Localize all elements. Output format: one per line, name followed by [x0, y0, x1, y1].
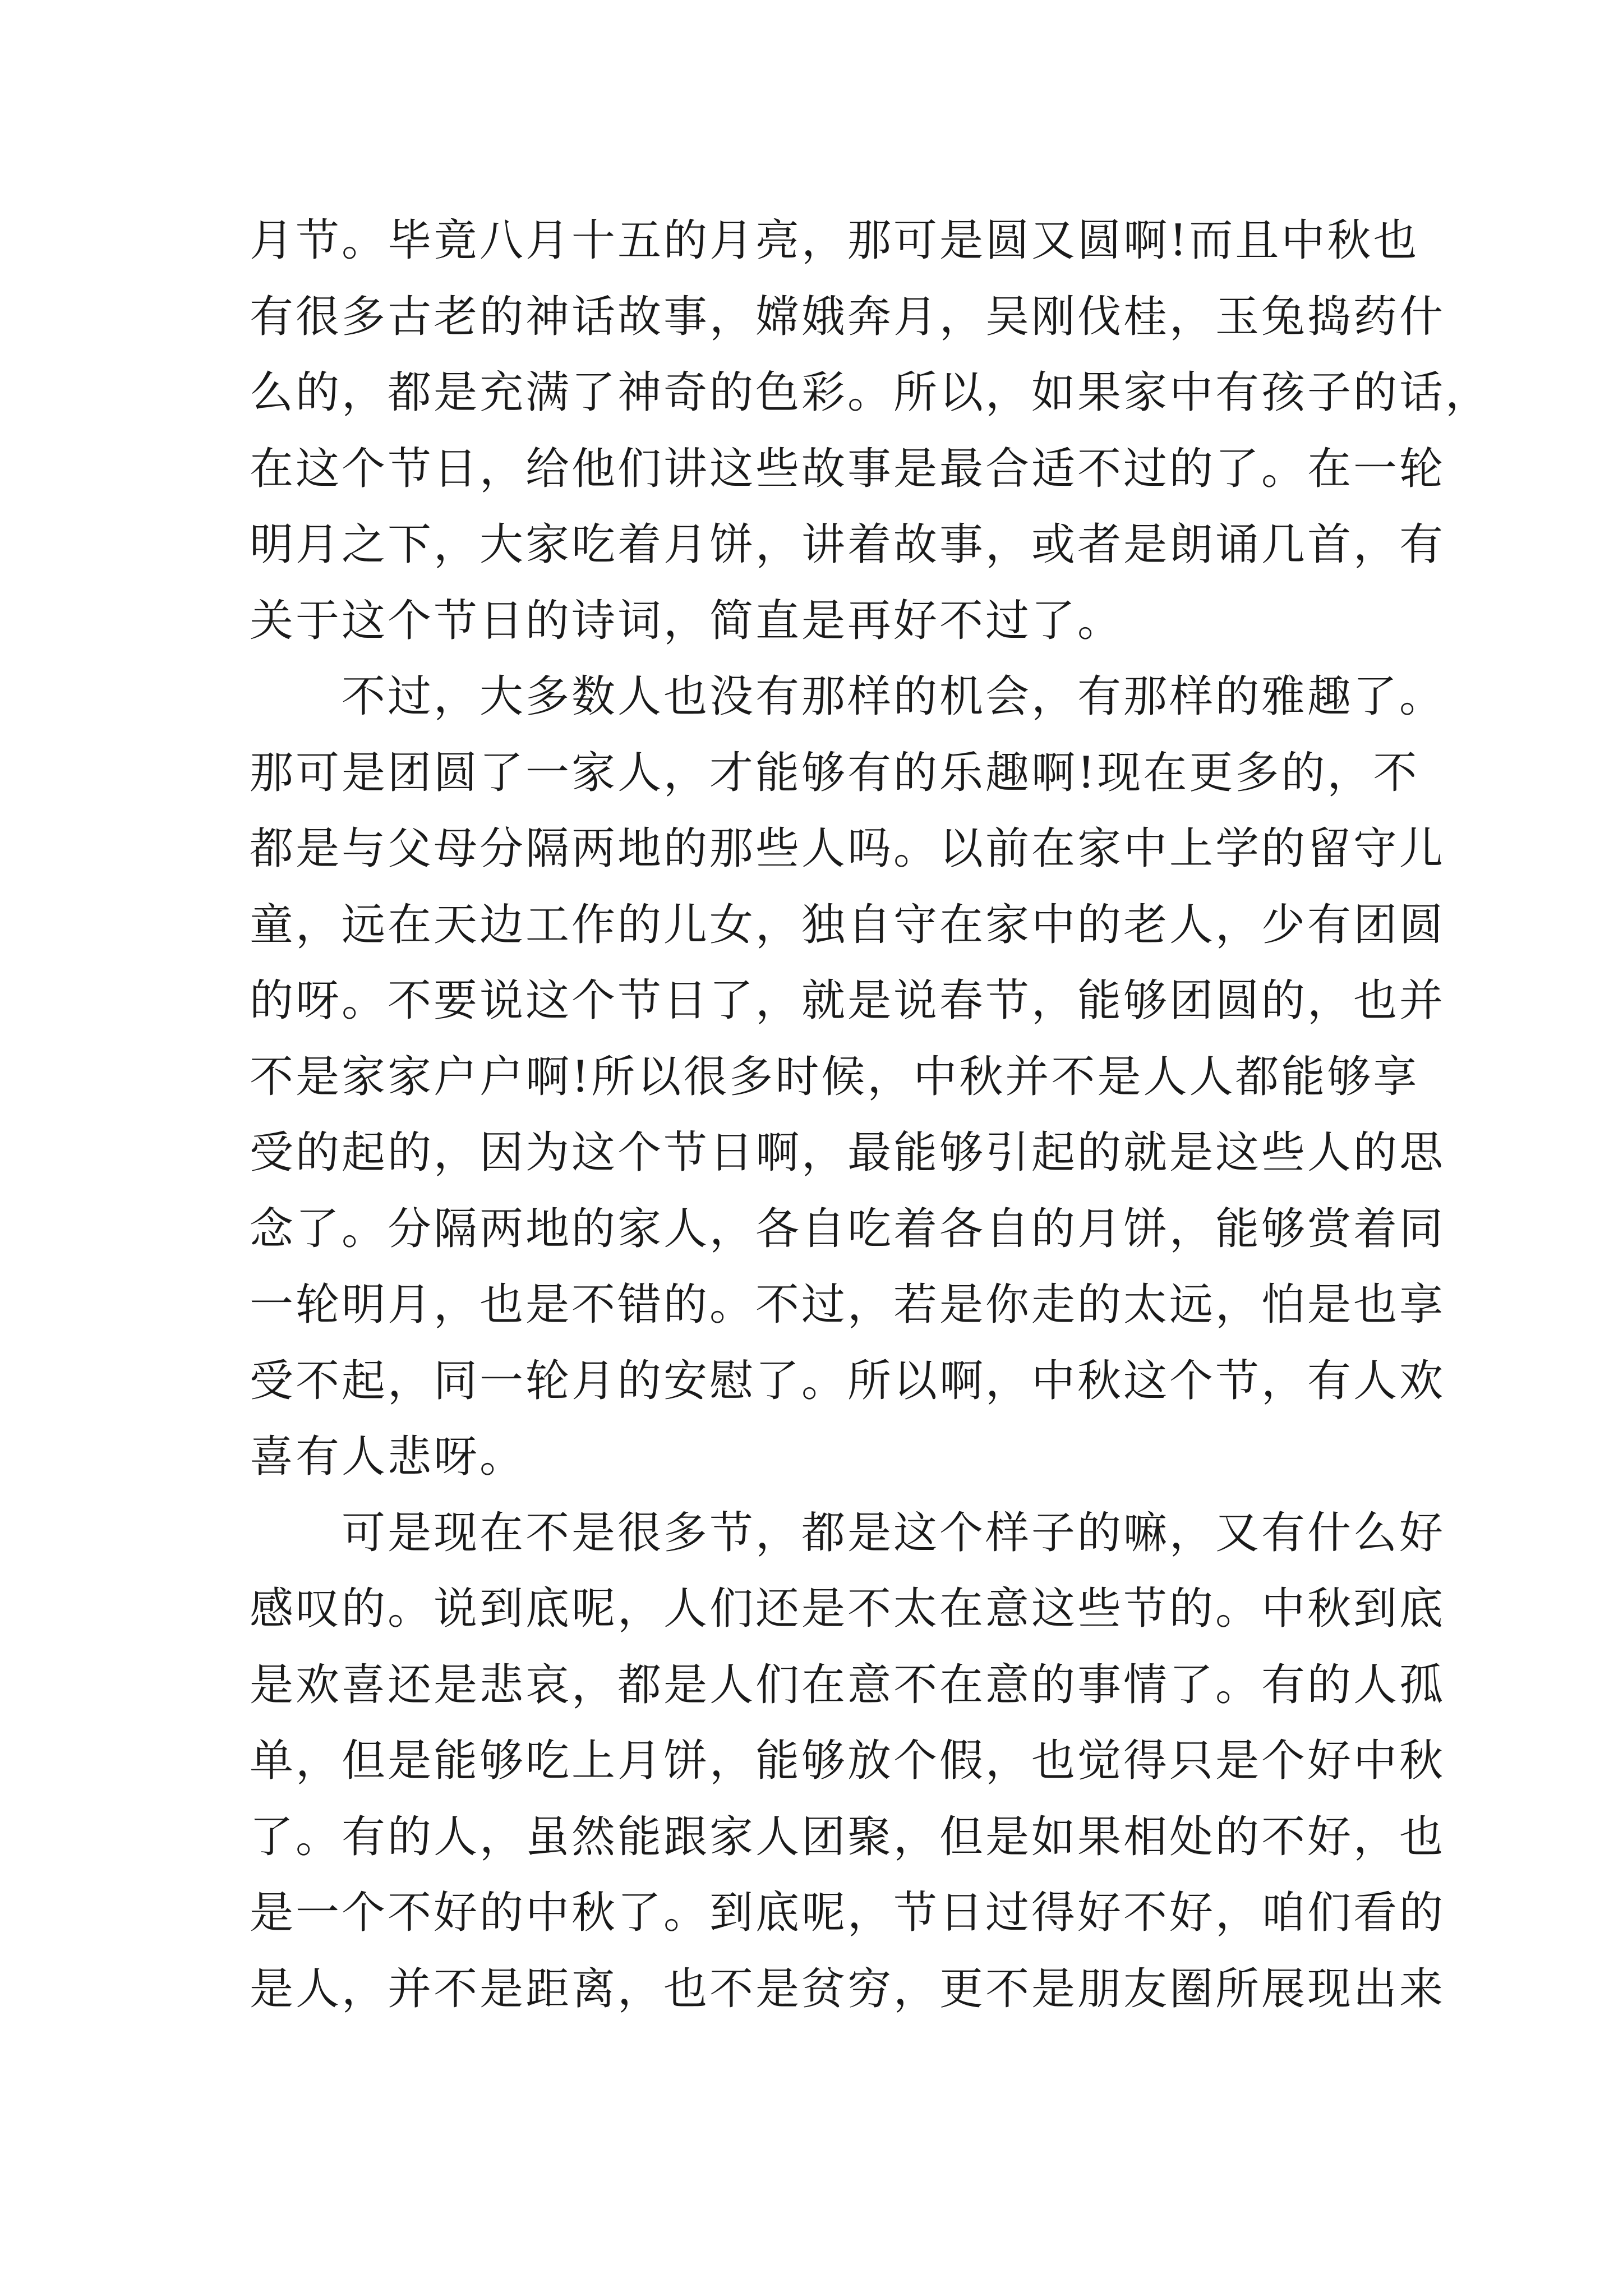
text-line: 有很多古老的神话故事，嫦娥奔月，吴刚伐桂，玉兔捣药什 [250, 291, 1446, 342]
text-line: 关于这个节日的诗词，简直是再好不过了。 [250, 595, 1124, 646]
text-line: 那可是团圆了一家人，才能够有的乐趣啊!现在更多的，不 [250, 747, 1419, 798]
text-line: 喜有人悲呀。 [250, 1432, 526, 1482]
text-line: 是人，并不是距离，也不是贫穷，更不是朋友圈所展现出来 [250, 1963, 1446, 2014]
text-line: 明月之下，大家吃着月饼，讲着故事，或者是朗诵几首，有 [250, 519, 1446, 570]
text-line: 的呀。不要说这个节日了，就是说春节，能够团圆的，也并 [250, 976, 1446, 1026]
text-line: 一轮明月，也是不错的。不过，若是你走的太远，怕是也享 [250, 1280, 1446, 1330]
text-line: 都是与父母分隔两地的那些人吗。以前在家中上学的留守儿 [250, 823, 1446, 874]
text-line: 么的，都是充满了神奇的色彩。所以，如果家中有孩子的话， [250, 367, 1492, 418]
text-line: 单，但是能够吃上月饼，能够放个假，也觉得只是个好中秋 [250, 1736, 1446, 1786]
paragraph-3 [250, 1496, 1446, 2028]
paragraph-2 [250, 659, 1446, 1496]
text-line: 了。有的人，虽然能跟家人团聚，但是如果相处的不好，也 [250, 1811, 1446, 1862]
document-body [250, 203, 1492, 2027]
text-line: 受的起的，因为这个节日啊，最能够引起的就是这些人的思 [250, 1128, 1446, 1178]
text-line: 在这个节日，给他们讲这些故事是最合适不过的了。在一轮 [250, 443, 1446, 494]
text-line: 童，远在天边工作的儿女，独自守在家中的老人，少有团圆 [250, 899, 1446, 950]
text-line: 月节。毕竟八月十五的月亮，那可是圆又圆啊!而且中秋也 [250, 215, 1419, 266]
text-line: 是欢喜还是悲哀，都是人们在意不在意的事情了。有的人孤 [250, 1659, 1446, 1710]
text-line: 可是现在不是很多节，都是这个样子的嘛，又有什么好 [250, 1507, 1446, 1558]
text-line: 不过，大多数人也没有那样的机会，有那样的雅趣了。 [250, 671, 1446, 722]
paragraph-1 [250, 203, 1492, 659]
text-line: 不是家家户户啊!所以很多时候，中秋并不是人人都能够享 [250, 1051, 1419, 1102]
text-line: 受不起，同一轮月的安慰了。所以啊，中秋这个节，有人欢 [250, 1355, 1446, 1406]
text-line: 感叹的。说到底呢，人们还是不太在意这些节的。中秋到底 [250, 1584, 1446, 1634]
text-line: 念了。分隔两地的家人，各自吃着各自的月饼，能够赏着同 [250, 1203, 1446, 1254]
text-line: 是一个不好的中秋了。到底呢，节日过得好不好，咱们看的 [250, 1888, 1446, 1938]
